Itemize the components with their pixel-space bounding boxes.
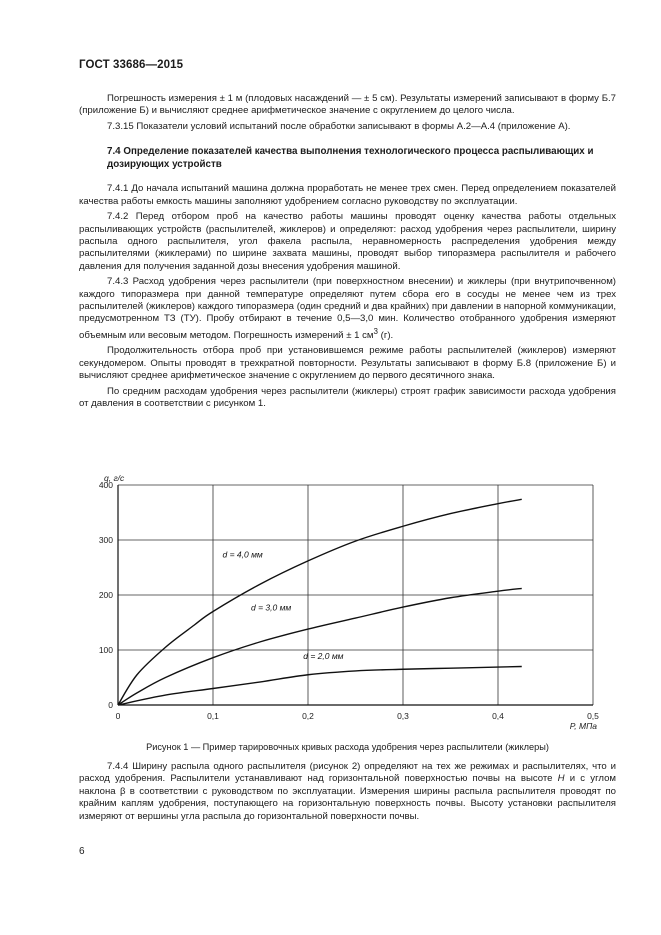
paragraph: 7.4.2 Перед отбором проб на качество работы машины проводят оценку качества работы отдельных распыливающих устройств (распылителей, жиклеров) и определяют: расход удобрения через распылители, ширину распыла одного распылителя, угол факела распыла, неравномерность распределения удобрения между распылителями (жиклерами) по ширине захвата машины, проводят выбор типоразмера распылителя и рабочего давления для получения заданной дозы внесения удобрения машиной. [79, 211, 616, 272]
chart-svg [92, 474, 612, 744]
x-tick-label: 0,3 [397, 711, 409, 721]
series-label: d = 2,0 мм [303, 650, 344, 661]
x-tick-label: 0,4 [492, 711, 504, 721]
y-tick-label: 400 [98, 480, 113, 490]
series-label: d = 3,0 мм [251, 602, 292, 613]
figure-caption: Рисунок 1 — Пример тарировочных кривых расхода удобрения через распылители (жиклеры) [146, 742, 549, 752]
y-tick-label: 100 [98, 645, 113, 655]
series-line-d-2 [118, 588, 522, 705]
section-title: 7.4 Определение показателей качества выполнения технологического процесса распыливающих и дозирующих устройств [107, 146, 594, 170]
paragraph: 7.4.3 Расход удобрения через распылители (при поверхностном внесении) и жиклеры (при внутрипочвенном) каждого типоразмера при данной температуре определяют путем сбора его в сосуды не менее чем из трех распылителей (жиклеров) каждого типоразмера (один средний и два крайних) при давлении в напорной коммуникации, предусмотренном ТЗ (ТУ). Пробу отбирают в течение 0,5—3,0 мин. Количество отобранного удобрения измеряют объемным или весовым методом. Погрешность измерений ± 1 $см^3$ (г). [79, 276, 616, 342]
chart-series [118, 499, 522, 705]
x-tick-label: 0 [115, 711, 121, 721]
paragraph: 7.3.15 Показатели условий испытаний после обработки записывают в формы А.2—А.4 (приложение А). [107, 120, 571, 132]
document-body [79, 93, 616, 411]
x-axis-label: P, МПа [569, 721, 597, 731]
paragraph: 7.4.1 До начала испытаний машина должна проработать не менее трех смен. Перед определением показателей качества работы емкость машины заполняют удобрением согласно руководству по эксплуатации. [79, 183, 616, 207]
x-tick-label: 0,2 [302, 711, 314, 721]
paragraph: 7.4.4 Ширину распыла одного распылителя (рисунок 2) определяют на тех же режимах и распылителях, что и расход удобрения. Распылители устанавливают над горизонтальной поверхностью почвы на высоте H и с углом наклона β в соответствии с руководством по эксплуатации. Измерения ширины распыла распылителя проводят по крайним каплям удобрения, поступающего на горизонтальную поверхность почвы. Высоту установки распылителя измеряют от вершины угла распыла до горизонтальной поверхности почвы. [79, 761, 617, 822]
y-tick-label: 0 [108, 700, 113, 710]
paragraph: Продолжительность отбора проб при установившемся режиме работы распылителей (жиклеров) измеряют секундомером. Опыты проводят в трехкратной повторности. Результаты записывают в форму Б.8 (приложение Б) и вычисляют среднее арифметическое значение с округлением до первого десятичного знака. [79, 345, 616, 382]
chart-grid [118, 485, 593, 705]
paragraph: По средним расходам удобрения через распылители (жиклеры) строят график зависимости расхода удобрения от давления в соответствии с рисунком 1. [79, 385, 616, 410]
standard-header: ГОСТ 33686—2015 [79, 59, 184, 71]
paragraph: Погрешность измерения ± 1 м (плодовых насаждений — ± 5 см). Результаты измерений записывают в форму Б.7 (приложение Б) и вычисляют среднее арифметическое значение с округлением до целого числа. [79, 93, 616, 117]
x-tick-label: 0,5 [587, 711, 599, 721]
y-tick-label: 300 [98, 535, 113, 545]
flow-rate-chart [92, 474, 612, 744]
document-body-continued [79, 761, 616, 823]
x-tick-label: 0,1 [207, 711, 219, 721]
y-tick-label: 200 [98, 590, 113, 600]
y-axis-label: q, г/с [104, 474, 125, 483]
series-label: d = 4,0 мм [222, 549, 263, 560]
page-number: 6 [79, 846, 85, 857]
chart-labels [99, 474, 599, 731]
